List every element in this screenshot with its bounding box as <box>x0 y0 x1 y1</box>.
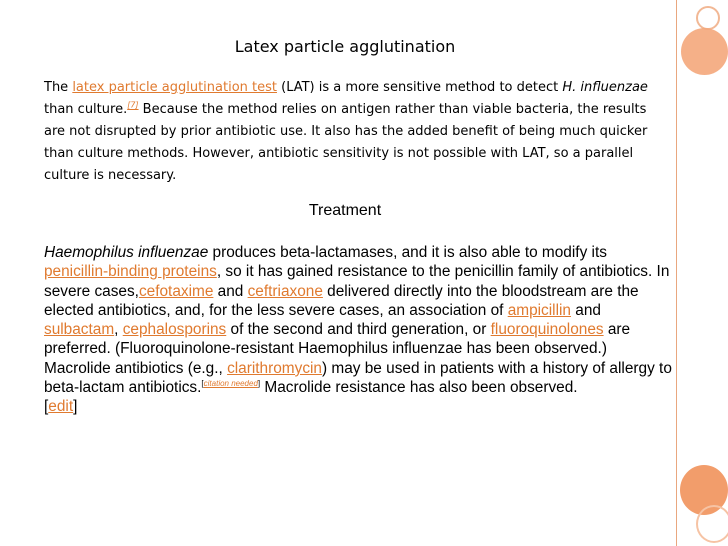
citation-7-link[interactable]: [7] <box>127 100 139 110</box>
text: delivered directly into the bloodstream are the elected antibiotics, and, for the less severe cases, an association of <box>44 282 639 319</box>
text: [ <box>201 378 204 388</box>
link-ampicillin[interactable]: ampicillin <box>507 301 571 319</box>
text: than culture. <box>44 102 128 117</box>
text: produces beta-lactamases, and it is also able to modify its <box>208 244 607 261</box>
link-cephalosporins[interactable]: cephalosporins <box>122 321 227 339</box>
italic-term: H. influenzae <box>562 80 648 95</box>
text: The <box>44 80 73 95</box>
decorative-rule <box>676 0 677 546</box>
text: , so it has gained resistance to the penicillin family of antibiotics. In severe cases, <box>44 263 670 300</box>
latex-paragraph <box>44 77 664 187</box>
text: Macrolide resistance has also been observed. <box>260 379 578 397</box>
section-heading-latex: Latex particle agglutination <box>234 37 456 56</box>
link-clarithromycin[interactable]: clarithromycin <box>227 359 322 377</box>
section-heading-treatment: Treatment <box>308 202 382 219</box>
decorative-circle-outline <box>696 505 728 543</box>
edit-link[interactable]: edit <box>48 398 74 416</box>
text: , <box>114 321 123 339</box>
text: and <box>213 282 248 300</box>
link-fluoroquinolones[interactable]: fluoroquinolones <box>490 321 604 339</box>
treatment-paragraph <box>44 243 674 417</box>
text: (LAT) is a more sensitive method to detect <box>276 80 563 95</box>
link-latex-test[interactable]: latex particle agglutination test <box>72 80 277 95</box>
text: ] <box>73 398 78 416</box>
link-penicillin-binding-proteins[interactable]: penicillin-binding proteins <box>44 263 217 281</box>
text: of the second and third generation, or <box>226 321 491 339</box>
link-cefotaxime[interactable]: cefotaxime <box>138 282 214 300</box>
text: Because the method relies on antigen rather than viable bacteria, the results are not disrupted by prior antibiotic use. It also has the added benefit of being much quicker than culture methods. However, antibiotic sensitivity is not possible with LAT, so a parallel culture is necessary. <box>44 102 648 183</box>
link-sulbactam[interactable]: sulbactam <box>44 321 115 339</box>
decorative-circle-outline <box>696 6 720 30</box>
text: ] <box>257 378 261 388</box>
italic-term: Haemophilus influenzae <box>44 244 209 261</box>
link-ceftriaxone[interactable]: ceftriaxone <box>247 282 323 300</box>
text: and <box>571 301 601 319</box>
text: are preferred. (Fluoroquinolone-resistant Haemophilus influenzae has been observed.) <box>44 321 631 358</box>
text: ) may be used in patients with a history of allergy to beta-lactam antibiotics. <box>44 359 672 397</box>
citation-needed-link[interactable]: citation needed <box>203 378 258 388</box>
text: [ <box>44 398 49 416</box>
text: Macrolide antibiotics (e.g., <box>44 359 228 377</box>
